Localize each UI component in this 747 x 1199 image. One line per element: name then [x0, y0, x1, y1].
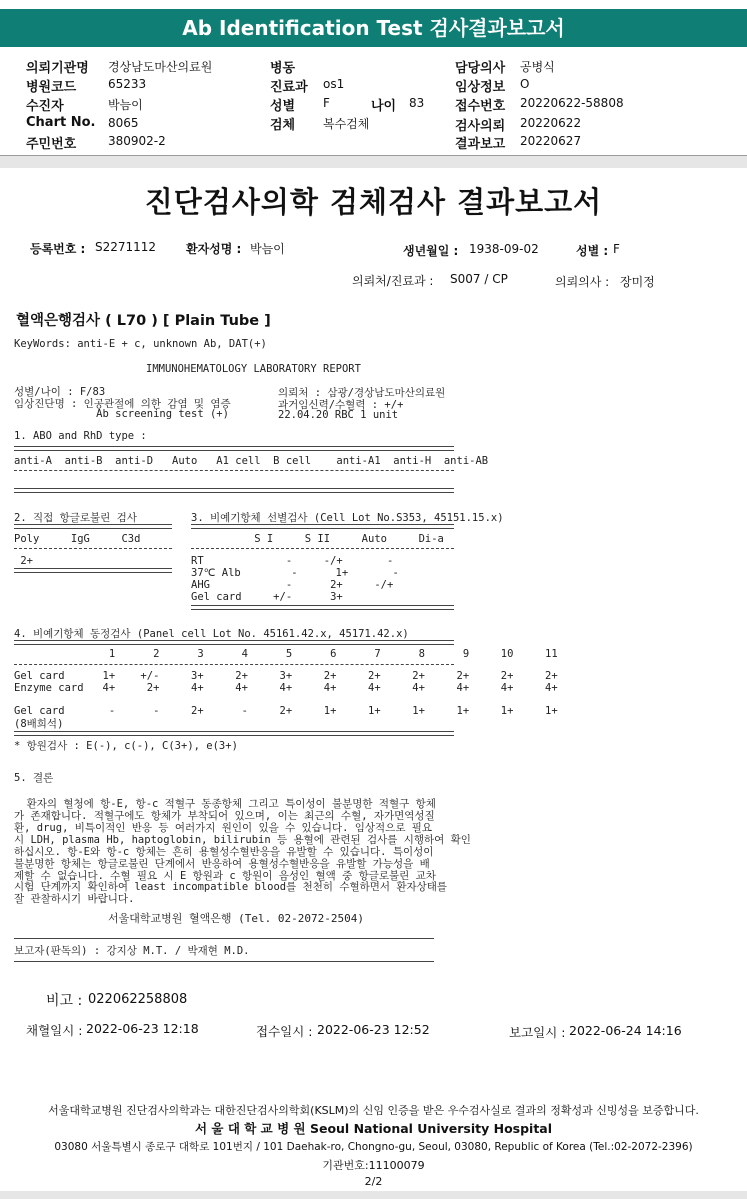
s4-rule-mid	[14, 664, 454, 665]
certification-text: 서울대학교병원 진단검사의학과는 대한진단검사의학회(KSLM)의 신임 인증을 받은 우수검사실로 결과의 정확성과 신빙성을 보증합니다.	[48, 1104, 699, 1117]
code-value: 65233	[108, 77, 147, 91]
hospital-value: 경상남도마산의료원	[108, 60, 213, 74]
ward-label: 병동	[270, 61, 296, 76]
s1-header: anti-A anti-B anti-D Auto A1 cell B cell anti-A1 anti-H anti-AB	[14, 455, 489, 467]
s3-row: Gel card +/- 3+	[191, 591, 343, 603]
s4-row: Enzyme card 4+ 2+ 4+ 4+ 4+ 4+ 4+ 4+ 4+ 4+ 4+	[14, 682, 558, 694]
report-label: 결과보고	[455, 137, 506, 152]
s3-rule-bottom	[191, 605, 454, 610]
s2-title: 2. 직접 항글로불린 검사	[14, 512, 137, 524]
s4-header: 1 2 3 4 5 6 7 8 9 10 11	[14, 648, 558, 660]
s1-rule-top	[14, 446, 454, 451]
hospital-label: 의뢰기관명	[26, 61, 89, 76]
reg-value: S2271112	[95, 240, 157, 254]
conclusion-line: 가 존재합니다. 적혈구에도 항체가 부착되어 있으며, 이는 최근의 수혈, 자가면역성질	[14, 810, 435, 822]
blood-bank-line: 서울대학교병원 혈액은행 (Tel. 02-2072-2504)	[108, 912, 364, 925]
resident-label: 주민번호	[26, 137, 77, 152]
hospital-name-kr: 서 울 대 학 교 병 원	[194, 1121, 306, 1136]
conclusion-line: 제할 수 없습니다. 수혈 필요 시 E 항원과 c 항원이 음성인 혈액 중 항글로불린 교차	[14, 870, 436, 882]
age-value: 83	[409, 96, 425, 110]
info-right-1: 의뢰처 : 삼광/경상남도마산의료원	[278, 387, 446, 399]
s2-rule-bottom	[14, 568, 172, 573]
address: 03080 서울특별시 종로구 대학로 101번지 / 101 Daehak-ro, Chongno-gu, Seoul, 03080, Republic of Korea (Tel.:02-2072-2396)	[54, 1141, 693, 1153]
lab-title: IMMUNOHEMATOLOGY LABORATORY REPORT	[146, 363, 361, 375]
s4-rule-top	[14, 640, 454, 645]
remarks-label: 비고 :	[46, 993, 83, 1009]
info-right-3: 22.04.20 RBC 1 unit	[278, 409, 399, 421]
keywords: KeyWords: anti-E + c, unknown Ab, DAT(+)	[14, 338, 267, 350]
conclusion-line: 환자의 혈청에 항-E, 항-c 적혈구 동종항체 그리고 특이성이 불분명한 적혈구 항체	[14, 798, 436, 810]
conclusion-line: 시 LDH, plasma Hb, haptoglobin, bilirubin 등 용혈에 관련된 검사를 시행하여 확인	[14, 834, 471, 846]
code-label: 병원코드	[26, 80, 77, 95]
s3-rule-top	[191, 524, 454, 529]
specimen-value: 복수검체	[323, 117, 370, 131]
conclusion-line: 불분명한 항체는 항글로불린 단계에서 반응하여 용혈성수혈반응을 유발할 가능성을 배	[14, 858, 430, 870]
chart-value: 8065	[108, 116, 139, 130]
recipient-value: 박늠이	[108, 98, 143, 112]
s3-row: 37℃ Alb - 1+ -	[191, 567, 399, 579]
patient-name-value: 박늠이	[250, 242, 285, 256]
s1-rule-mid	[14, 470, 454, 471]
s4-row: Gel card - - 2+ - 2+ 1+ 1+ 1+ 1+ 1+ 1+	[14, 705, 558, 717]
s3-row: AHG - 2+ -/+	[191, 579, 394, 591]
report-sex-label: 성별 :	[576, 244, 609, 258]
s3-header: S I S II Auto Di-a	[191, 533, 444, 545]
req-dept-label: 의뢰처/진료과 :	[352, 274, 434, 288]
age-label: 나이	[371, 99, 397, 114]
info-left-2: 임상진단명 : 인공관절에 의한 감염 및 염증	[14, 398, 231, 410]
institution-number: 기관번호:11100079	[322, 1159, 425, 1172]
s2-rule-mid	[14, 548, 172, 549]
accept-value: 2022-06-23 12:52	[317, 1022, 430, 1037]
req-doctor-label: 의뢰의사 :	[555, 275, 610, 289]
report-title: 진단검사의학 검체검사 결과보고서	[144, 185, 603, 219]
conclusion-line: 하십시오. 항-E와 항-c 항체는 흔히 용혈성수혈반응을 유발할 수 있습니다. 특이성이	[14, 846, 434, 858]
s5-title: 5. 결론	[14, 772, 54, 784]
page-title: Ab Identification Test 검사결과보고서	[0, 9, 747, 47]
hospital-name-en: Seoul National University Hospital	[309, 1121, 553, 1136]
reporter: 보고자(판독의) : 강지상 M.T. / 박재현 M.D.	[14, 945, 250, 957]
section-title: 혈액은행검사 ( L70 ) [ Plain Tube ]	[16, 313, 271, 329]
receipt-label: 접수번호	[455, 99, 506, 114]
s2-rule-top	[14, 524, 172, 529]
req-dept-value: S007 / CP	[450, 272, 508, 286]
accept-label: 접수일시 :	[256, 1024, 313, 1039]
chart-label: Chart No.	[26, 115, 96, 130]
page-number: 2/2	[364, 1175, 383, 1188]
recipient-label: 수진자	[26, 99, 64, 114]
hospital-name	[0, 1119, 747, 1137]
patient-name-label: 환자성명 :	[186, 242, 242, 256]
reporter-rule-bottom	[14, 961, 434, 962]
dept-label: 진료과	[270, 80, 308, 95]
request-label: 검사의뢰	[455, 119, 506, 134]
conclusion-line: 환, drug, 비특이적인 반응 등 여러가지 원인이 있을 수 있습니다. 임상적으로 필요	[14, 822, 433, 834]
info-left-1: 성별/나이 : F/83	[14, 386, 106, 398]
s4-title: 4. 비예기항체 동정검사 (Panel cell Lot No. 45161.42.x, 45171.42.x)	[14, 628, 409, 640]
conclusion-line: 시험 단계까지 확인하여 least incompatible blood를 천천히 수혈하면서 환자상태를	[14, 881, 448, 893]
report-time-label: 보고일시 :	[509, 1025, 566, 1040]
clinical-value: O	[520, 77, 530, 91]
s3-rule-mid	[191, 548, 454, 549]
resident-value: 380902-2	[108, 134, 166, 148]
bottom-gap	[0, 1191, 747, 1199]
s4-row: Gel card 1+ +/- 3+ 2+ 3+ 2+ 2+ 2+ 2+ 2+ 2+	[14, 670, 558, 682]
sex-value: F	[323, 96, 330, 110]
s3-row: RT - -/+ -	[191, 555, 394, 567]
collect-value: 2022-06-23 12:18	[86, 1021, 199, 1036]
doctor-value: 공병식	[520, 60, 555, 74]
page-gap	[0, 156, 747, 168]
s3-title: 3. 비예기항체 선별검사 (Cell Lot No.S353, 45151.15.x)	[191, 512, 504, 524]
s1-rule-bottom	[14, 488, 454, 493]
report-time-value: 2022-06-24 14:16	[569, 1023, 682, 1038]
collect-label: 채혈일시 :	[26, 1023, 83, 1038]
receipt-value: 20220622-58808	[520, 96, 624, 110]
s4-row: (8배희석)	[14, 718, 64, 730]
s4-rule-bottom	[14, 731, 454, 736]
report-sex-value: F	[613, 242, 620, 256]
conclusion-line: 잘 관찰하시기 바랍니다.	[14, 893, 135, 905]
sex-label: 성별	[270, 99, 296, 114]
clinical-label: 임상정보	[455, 80, 506, 95]
s1-title: 1. ABO and RhD type :	[14, 430, 147, 442]
doctor-label: 담당의사	[455, 61, 506, 76]
dept-value: os1	[323, 77, 345, 91]
dob-label: 생년월일 :	[403, 244, 459, 258]
s2-value: 2+	[14, 555, 33, 567]
specimen-label: 검체	[270, 118, 296, 133]
report-value: 20220627	[520, 134, 582, 148]
request-value: 20220622	[520, 116, 582, 130]
info-right-2: 과거임신력/수혈력 : +/+	[278, 399, 404, 411]
reg-label: 등록번호 :	[30, 242, 86, 256]
remarks-value: 022062258808	[88, 992, 188, 1007]
reporter-rule-top	[14, 938, 434, 939]
req-doctor-value: 장미정	[620, 275, 655, 289]
s2-header: Poly IgG C3d	[14, 533, 141, 545]
info-left-3: Ab screening test (+)	[14, 408, 229, 420]
dob-value: 1938-09-02	[469, 242, 539, 256]
antigen-result: * 항원검사 : E(-), c(-), C(3+), e(3+)	[14, 740, 238, 752]
